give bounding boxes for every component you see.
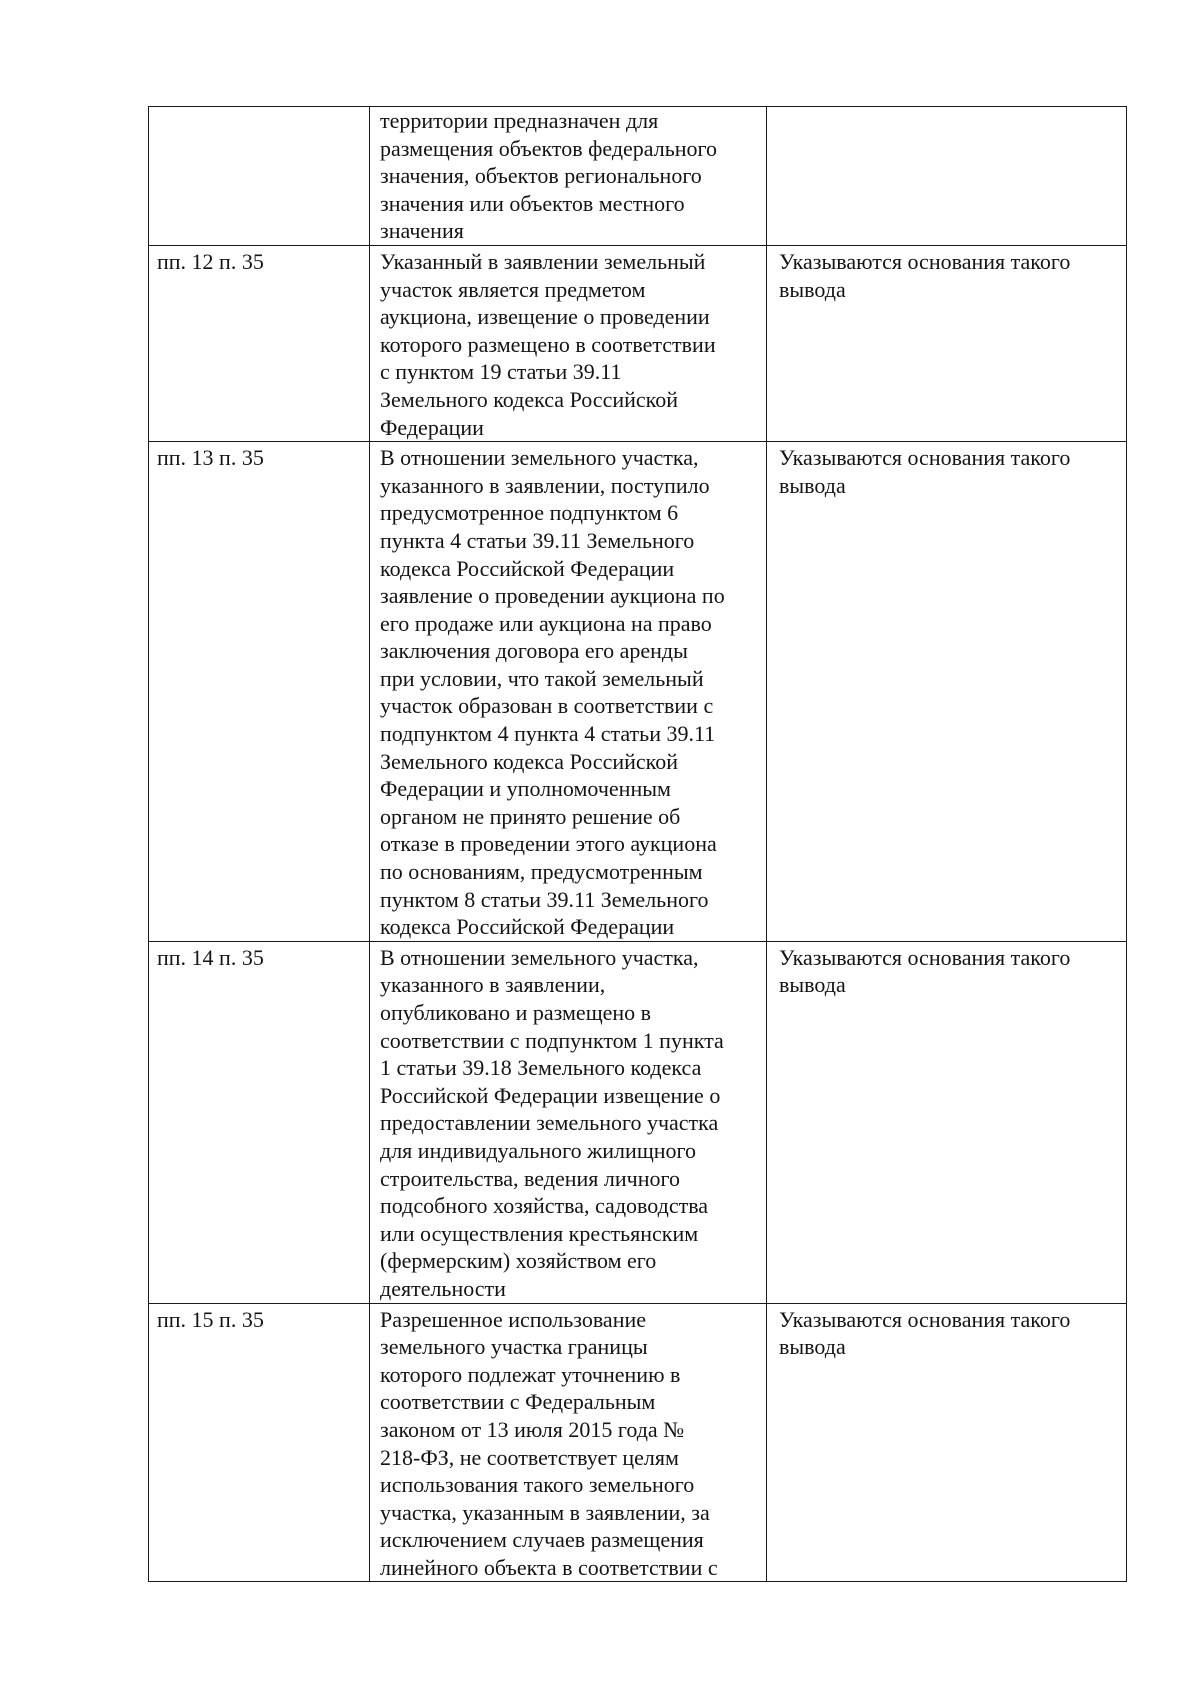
basis-cell: территории предназначен для размещения объектов федерального значения, объектов регионального значения или объектов местного значения [370, 107, 767, 246]
grounds-table [148, 106, 1127, 1582]
ref-cell: пп. 15 п. 35 [149, 1303, 370, 1582]
note-cell [767, 107, 1127, 246]
note-cell: Указываются основания такого вывода [767, 245, 1127, 441]
note-cell: Указываются основания такого вывода [767, 1303, 1127, 1582]
table-row [149, 941, 1127, 1303]
basis-cell: В отношении земельного участка, указанного в заявлении, поступило предусмотренное подпунктом 6 пункта 4 статьи 39.11 Земельного кодекса Российской Федерации заявление о проведении аукциона по его продаже или аукциона на право заключения договора его аренды при условии, что такой земельный участок образован в соответствии с подпунктом 4 пункта 4 статьи 39.11 Земельного кодекса Российской Федерации и уполномоченным органом не принято решение об отказе в проведении этого аукциона по основаниям, предусмотренным пунктом 8 статьи 39.11 Земельного кодекса Российской Федерации [370, 442, 767, 942]
basis-cell: Разрешенное использование земельного участка границы которого подлежат уточнению в соответствии с Федеральным законом от 13 июля 2015 года № 218-ФЗ, не соответствует целям использования такого земельного участка, указанным в заявлении, за исключением случаев размещения линейного объекта в соответствии с [370, 1303, 767, 1582]
note-cell: Указываются основания такого вывода [767, 442, 1127, 942]
table-row [149, 107, 1127, 246]
basis-cell: Указанный в заявлении земельный участок является предметом аукциона, извещение о проведении которого размещено в соответствии с пунктом 19 статьи 39.11 Земельного кодекса Российской Федерации [370, 245, 767, 441]
ref-cell [149, 107, 370, 246]
table-row [149, 245, 1127, 441]
ref-cell: пп. 12 п. 35 [149, 245, 370, 441]
table-row [149, 442, 1127, 942]
table-row [149, 1303, 1127, 1582]
note-cell: Указываются основания такого вывода [767, 941, 1127, 1303]
ref-cell: пп. 13 п. 35 [149, 442, 370, 942]
ref-cell: пп. 14 п. 35 [149, 941, 370, 1303]
basis-cell: В отношении земельного участка, указанного в заявлении, опубликовано и размещено в соответствии с подпунктом 1 пункта 1 статьи 39.18 Земельного кодекса Российской Федерации извещение о предоставлении земельного участка для индивидуального жилищного строительства, ведения личного подсобного хозяйства, садоводства или осуществления крестьянским (фермерским) хозяйством его деятельности [370, 941, 767, 1303]
